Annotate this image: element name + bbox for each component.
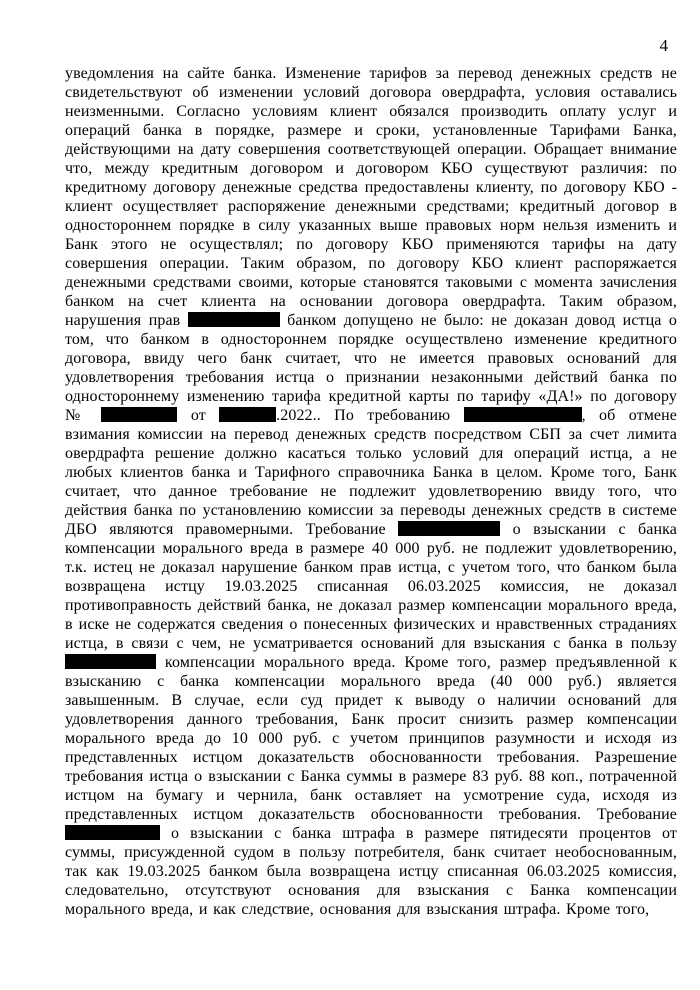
redaction-bar [65,825,160,840]
page-number: 4 [659,36,668,55]
redaction-bar [101,407,177,422]
redaction-bar [464,407,582,422]
redaction-bar [188,312,280,327]
document-body-text: уведомления на сайте банка. Изменение тарифов за перевод денежных средств не свидетельствуют об изменении условий договора овердрафта, условия оставались неизменными. Согласно условиям клиент обязался производить оплату услуг и операций банка в порядке, размере и сроки, установленные Тарифами Банка, действующими на дату совершения соответствующей операции. Обращает внимание что, между кредитным договором и договором КБО существуют различия: по кредитному договору денежные средства предоставлены клиенту, по договору КБО - клиент осуществляет распоряжение денежными средствами; кредитный договор в одностороннем порядке в силу указанных выше правовых норм нельзя изменить и Банк этого не осуществлял; по договору КБО применяются тарифы на дату совершения операции. Таким образом, по договору КБО клиент распоряжается денежными средствами своими, которые становятся таковыми с момента зачисления банком на счет клиента на основании договора овердрафта. Таким образом, нарушения прав банком допущено не было: не доказан довод истца о том, что банком в одностороннем порядке осуществлено изменение кредитного договора, ввиду чего банк считает, что не имеется правовых оснований для удовлетворения требования истца о признании незаконными действий банка по одностороннему изменению тарифа кредитной карты по тарифу «ДА!» по договору № от .2022.. По требованию , об отмене взимания комиссии на перевод денежных средств посредством СБП за счет лимита овердрафта решение должно касаться только условий для операций истца, а не любых клиентов банка и Тарифного справочника Банка в целом. Кроме того, Банк считает, что данное требование не подлежит удовлетворению ввиду того, что действия банка по установлению комиссии за переводы денежных средств в системе ДБО являются правомерными. Требование о взыскании с банка компенсации морального вреда в размере 40 000 руб. не подлежит удовлетворению, т.к. истец не доказал нарушение банком прав истца, с учетом того, что банком была возвращена истцу 19.03.2025 списанная 06.03.2025 комиссия, не доказал противоправность действий банка, не доказал размер компенсации морального вреда, в иске не содержатся сведения о понесенных физических и нравственных страданиях истца, в связи с чем, не усматривается оснований для взыскания с банка в пользу компенсации морального вреда. Кроме того, размер предъявленной к взысканию с банка компенсации морального вреда (40 000 руб.) является завышенным. В случае, если суд придет к выводу о наличии оснований для удовлетворения данного требования, Банк просит снизить размер компенсации морального вреда до 10 000 руб. с учетом принципов разумности и исходя из представленных истцом доказательств обоснованности требования. Разрешение требования истца о взыскании с Банка суммы в размере 83 руб. 88 коп., потраченной истцом на бумагу и чернила, банк оставляет на усмотрение суда, исходя из представленных истцом доказательств обоснованности требования. Требование о взыскании с банка штрафа в размере пятидесяти процентов от суммы, присужденной судом в пользу потребителя, банк считает необоснованным, так как 19.03.2025 банком была возвращена истцу списанная 06.03.2025 комиссия, следовательно, отсутствуют основания для взыскания с Банка компенсации морального вреда, и как следствие, основания для взыскания штрафа. Кроме того, [65,65,678,918]
redaction-bar [398,521,500,536]
redaction-bar [219,407,276,422]
redaction-bar [65,654,156,669]
